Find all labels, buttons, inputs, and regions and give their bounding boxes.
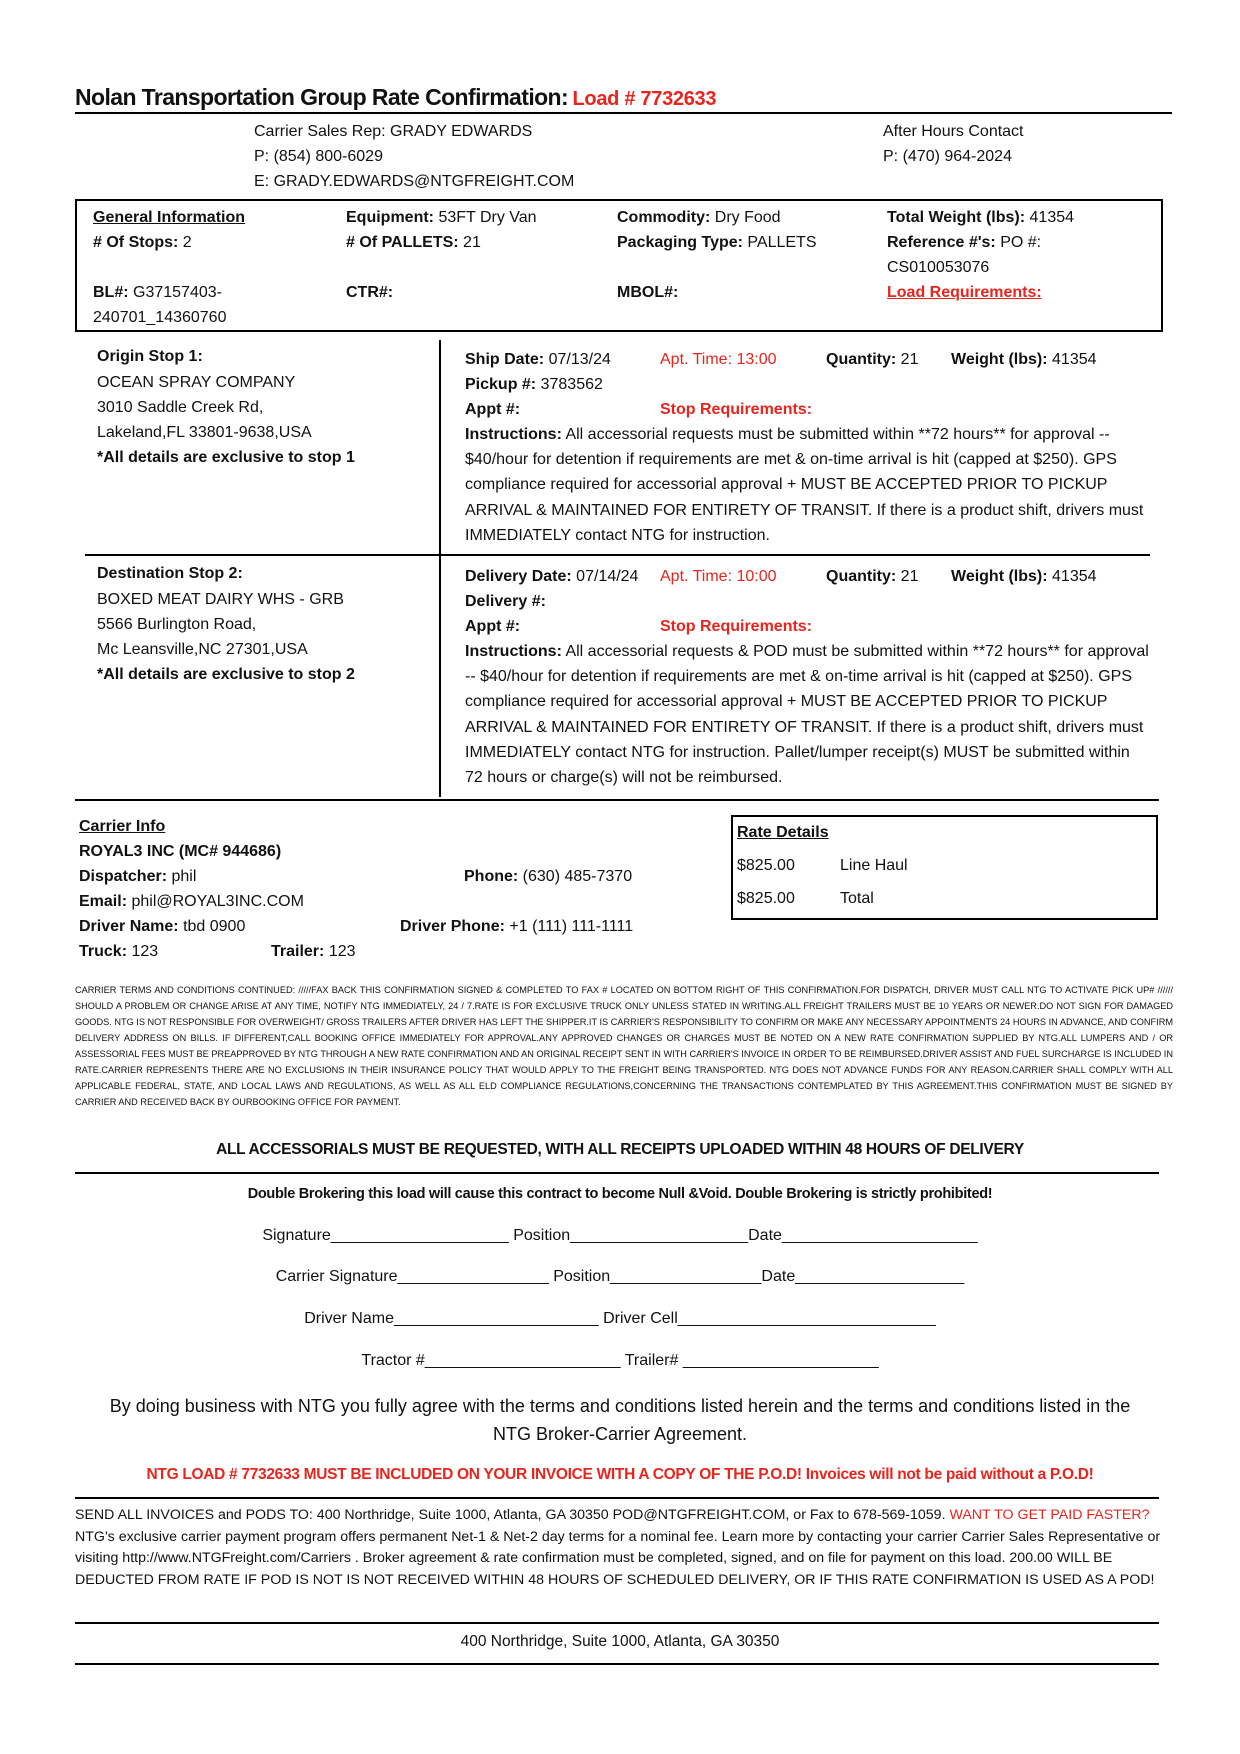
carrier-phone: [464, 864, 632, 889]
carrier-name: ROYAL3 INC (MC# 944686): [79, 843, 282, 860]
truck: [79, 939, 158, 964]
origin-stop-requirements: Stop Requirements:: [660, 401, 813, 418]
packaging: [617, 230, 817, 255]
reference: [887, 230, 1041, 255]
destination-address2: Mc Leansville,NC 27301,USA: [97, 641, 308, 658]
commodity-label: Commodity:: [617, 209, 711, 226]
driver-phone-label: Driver Phone:: [400, 918, 505, 935]
destination-instructions-text: All accessorial requests & POD must be submitted within **72 hours** for approval -- $40/hour for detention if requirements are met & on-time arrival is hit (capped at $250). GPS compliance required for accessorial approval + MUST BE ACCEPTED PRIOR TO PICKUP ARRIVAL & MAINTAINED FOR ENTIRETY OF TRANSIT. If there is a product shift, drivers must IMMEDIATELY contact NTG for instruction. Pallet/lumper receipt(s) MUST be submitted within 72 hours or charge(s) will not be reimbursed.: [465, 643, 1149, 787]
truck-value: 123: [131, 943, 159, 960]
equipment-label: Equipment:: [346, 209, 434, 226]
invoice-notice: NTG LOAD # 7732633 MUST BE INCLUDED ON YOUR INVOICE WITH A COPY OF THE P.O.D! Invoices will not be paid without a P.O.D!: [146, 1466, 1094, 1483]
load-requirements: Load Requirements:: [887, 284, 1042, 301]
origin-heading: Origin Stop 1:: [97, 348, 203, 365]
carrier-email-label: Email:: [79, 893, 128, 910]
destination-appt-label: Appt #:: [465, 618, 521, 635]
stops-label: # Of Stops:: [93, 234, 179, 251]
origin-quantity-value: 21: [900, 351, 919, 368]
mbol-label: MBOL#:: [617, 284, 679, 301]
carrier-signature-line[interactable]: Carrier Signature_________________ Position_________________Date___________________: [275, 1268, 965, 1285]
origin-instructions-text: All accessorial requests must be submitted within **72 hours** for approval -- $40/hour for detention if requirements are met & on-time arrival is hit (capped at $250). GPS compliance required for accessorial approval + MUST BE ACCEPTED PRIOR TO PICKUP ARRIVAL & MAINTAINED FOR ENTIRETY OF TRANSIT. If there is a product shift, drivers must IMMEDIATELY contact NTG for instruction.: [465, 426, 1144, 544]
footer-rule-top: [75, 1622, 1159, 1624]
trailer-value: 123: [328, 943, 356, 960]
terms-and-conditions: CARRIER TERMS AND CONDITIONS CONTINUED: /////FAX BACK THIS CONFIRMATION SIGNED & COMPLETED TO FAX # LOCATED ON BOTTOM RIGHT OF THIS CONFIRMATION.FOR DISPATCH, DRIVER MUST CALL NTG TO ACTIVATE PICK UP# ////// SHOULD A PROBLEM OR CHANGE ARISE AT ANY TIME, NOTIFY NTG IMMEDIATELY, 24 / 7.RATE IS FOR EXCLUSIVE TRUCK ONLY UNLESS STATED IN WRITING.ALL FREIGHT TRAILERS MUST BE 10 YEARS OR NEWER.DO NOT SIGN FOR DAMAGED GOODS. NTG IS NOT RESPONSIBLE FOR OVERWEIGHT/ GROSS TRAILERS AFTER DRIVER HAS LEFT THE SHIPPER.IT IS CARRIER'S RESPONSIBILITY TO CONFIRM OR MAKE ANY NECESSARY APPOINTMENTS 24 HOURS IN ADVANCE, AND CONFIRM DELIVERY ADDRESS ON BILLS. IF DIFFERENT,CALL BOOKING OFFICE IMMEDIATELY FOR APPROVAL.ANY APPROVED CHANGES OR CHARGES MUST BE NOTED ON A NEW RATE CONFIRMATION SUPPLIED BY NTG.ALL LUMPERS AND / OR ASSESSORIAL FEES MUST BE PREAPPROVED BY NTG THROUGH A NEW RATE CONFIRMATION AND AN ORIGINAL RECEIPT SENT IN WITH CARRIER'S INVOICE IN ORDER TO BE REIMBURSED.DRIVER ASSIST AND FUEL SURCHARGE IS INCLUDED IN RATE.CARRIER REPRESENTS THERE ARE NO EXCLUSIONS IN THEIR INSURANCE POLICY THAT WOULD APPLY TO THE FREIGHT BEING TRANSPORTED. NTG DOES NOT ADVANCE FUNDS FOR ANY REASON.CARRIER SHALL COMPLY WITH ALL APPLICABLE FEDERAL, STATE, AND LOCAL LAWS AND REGULATIONS, AS WELL AS ALL ELD COMPLIANCE REGULATIONS,CONCERNING THE TRANSACTIONS CONTEMPLATED BY THIS AGREEMENT.THIS CONFIRMATION MUST BE SIGNED BY CARRIER AND RECEIVED BACK BY OURBOOKING OFFICE FOR PAYMENT.: [75, 985, 1173, 1107]
commodity-value: Dry Food: [714, 209, 781, 226]
equipment-value: 53FT Dry Van: [438, 209, 537, 226]
destination-stop-requirements: Stop Requirements:: [660, 618, 813, 635]
destination-note: *All details are exclusive to stop 2: [97, 666, 355, 683]
stop-separator: [85, 554, 1150, 556]
origin-instructions: [465, 422, 1150, 548]
reference-label: Reference #'s:: [887, 234, 996, 251]
origin-apt-time: Apt. Time: 13:00: [660, 351, 777, 368]
ship-date-value: 07/13/24: [548, 351, 611, 368]
stops-divider: [439, 340, 441, 797]
pickup-value: 3783562: [540, 376, 603, 393]
delivery-date-value: 07/14/24: [576, 568, 639, 585]
paid-faster-link[interactable]: WANT TO GET PAID FASTER?: [949, 1507, 1150, 1523]
dispatcher: [79, 864, 196, 889]
pickup-label: Pickup #:: [465, 376, 537, 393]
ship-date: [465, 347, 611, 372]
payment-program-text: NTG's exclusive carrier payment program offers permanent Net-1 & Net-2 day terms for a nominal fee. Learn more by contacting your carrier Carrier Sales Representative or visiting http://www.NTGFreight.com/Carriers . Broker agreement & rate confirmation must be completed, signed, and on file for payment on this load. 200.00 WILL BE DEDUCTED FROM RATE IF POD IS NOT IS NOT RECEIVED WITHIN 48 HOURS OF SCHEDULED DELIVERY, OR IF THIS RATE CONFIRMATION IS USED AS A POD!: [75, 1528, 1161, 1588]
ctr-label: CTR#:: [346, 284, 394, 301]
origin-appt-label: Appt #:: [465, 401, 521, 418]
packaging-value: PALLETS: [747, 234, 817, 251]
bl-label: BL#:: [93, 284, 129, 301]
delivery-date: [465, 564, 638, 589]
general-info-heading: General Information: [93, 209, 246, 226]
load-number: Load # 7732633: [572, 88, 717, 110]
delivery-date-label: Delivery Date:: [465, 568, 572, 585]
after-hours-phone: P: (470) 964-2024: [883, 148, 1012, 165]
origin-address2: Lakeland,FL 33801-9638,USA: [97, 424, 312, 441]
tractor-trailer-line[interactable]: Tractor #______________________ Trailer# ______________________: [361, 1352, 879, 1369]
total-weight-label: Total Weight (lbs):: [887, 209, 1026, 226]
stops-value: 2: [182, 234, 192, 251]
destination-company: BOXED MEAT DAIRY WHS - GRB: [97, 591, 344, 608]
commodity: [617, 205, 781, 230]
title-text: Nolan Transportation Group Rate Confirmation:: [75, 84, 569, 110]
bl-value-line2: 240701_14360760: [93, 309, 227, 326]
rate-line-amount: $825.00: [737, 857, 795, 874]
carrier-email: [79, 889, 304, 914]
sales-rep: Carrier Sales Rep: GRADY EDWARDS: [254, 123, 533, 140]
after-hours-label: After Hours Contact: [883, 123, 1024, 140]
truck-label: Truck:: [79, 943, 128, 960]
total-weight: [887, 205, 1074, 230]
destination-address1: 5566 Burlington Road,: [97, 616, 257, 633]
carrier-heading: Carrier Info: [79, 818, 166, 835]
send-invoices-text: SEND ALL INVOICES and PODS TO: 400 Northridge, Suite 1000, Atlanta, GA 30350 POD@NTGFREIGHT.COM, or Fax to 678-569-1059.: [75, 1507, 946, 1523]
trailer-label: Trailer:: [271, 943, 325, 960]
destination-apt-time: Apt. Time: 10:00: [660, 568, 777, 585]
double-brokering-notice: Double Brokering this load will cause this contract to become Null &Void. Double Brokering is strictly prohibited!: [247, 1186, 993, 1202]
sales-email: E: GRADY.EDWARDS@NTGFREIGHT.COM: [254, 173, 575, 190]
origin-weight-value: 41354: [1052, 351, 1097, 368]
destination-heading: Destination Stop 2:: [97, 565, 243, 582]
invoice-instructions: [75, 1505, 1171, 1591]
destination-instructions: [465, 639, 1150, 790]
notice-rule: [75, 1172, 1159, 1174]
footer-address: 400 Northridge, Suite 1000, Atlanta, GA 30350: [460, 1633, 780, 1650]
origin-instructions-label: Instructions:: [465, 426, 562, 443]
origin-company: OCEAN SPRAY COMPANY: [97, 374, 296, 391]
origin-weight-label: Weight (lbs):: [951, 351, 1048, 368]
bl-value-line1: G37157403-: [133, 284, 222, 301]
pallets: [346, 230, 481, 255]
stops-bottom-rule: [75, 799, 1159, 801]
sales-phone: P: (854) 800-6029: [254, 148, 383, 165]
pickup-number: [465, 372, 603, 397]
ship-date-label: Ship Date:: [465, 351, 545, 368]
driver-name-value: tbd 0900: [183, 918, 246, 935]
origin-quantity: [826, 347, 918, 372]
carrier-phone-value: (630) 485-7370: [522, 868, 633, 885]
destination-quantity-label: Quantity:: [826, 568, 897, 585]
driver-line[interactable]: Driver Name_______________________ Driver Cell_____________________________: [304, 1310, 936, 1327]
title-rule: [75, 112, 1172, 114]
agreement-line1: By doing business with NTG you fully agree with the terms and conditions listed herein and the terms and conditions listed in the: [109, 1396, 1131, 1416]
packaging-label: Packaging Type:: [617, 234, 743, 251]
rate-total-desc: Total: [840, 890, 874, 907]
dispatcher-value: phil: [171, 868, 197, 885]
rate-details-heading: Rate Details: [737, 824, 829, 841]
carrier-email-value: phil@ROYAL3INC.COM: [131, 893, 304, 910]
accessorials-notice: ALL ACCESSORIALS MUST BE REQUESTED, WITH ALL RECEIPTS UPLOADED WITHIN 48 HOURS OF DELIVERY: [216, 1141, 1024, 1158]
pallets-value: 21: [463, 234, 481, 251]
rate-total-amount: $825.00: [737, 890, 795, 907]
origin-note: *All details are exclusive to stop 1: [97, 449, 355, 466]
total-weight-value: 41354: [1029, 209, 1075, 226]
destination-quantity: [826, 564, 918, 589]
reference-po: PO #:: [1000, 234, 1042, 251]
driver-name-label: Driver Name:: [79, 918, 179, 935]
agreement-line2: NTG Broker-Carrier Agreement.: [492, 1424, 748, 1444]
equipment: [346, 205, 537, 230]
driver-phone: [400, 914, 633, 939]
destination-instructions-label: Instructions:: [465, 643, 562, 660]
footer-rule-bottom: [75, 1663, 1159, 1665]
carrier-phone-label: Phone:: [464, 868, 519, 885]
invoice-rule: [75, 1497, 1159, 1499]
pallets-label: # Of PALLETS:: [346, 234, 459, 251]
destination-weight: [951, 564, 1097, 589]
driver-phone-value: +1 (111) 111-1111: [509, 918, 634, 935]
origin-weight: [951, 347, 1097, 372]
signature-line[interactable]: Signature____________________ Position____________________Date______________________: [262, 1227, 978, 1244]
origin-quantity-label: Quantity:: [826, 351, 897, 368]
driver-name: [79, 914, 245, 939]
dispatcher-label: Dispatcher:: [79, 868, 168, 885]
rate-line-desc: Line Haul: [840, 857, 908, 874]
delivery-number-label: Delivery #:: [465, 593, 546, 610]
origin-address1: 3010 Saddle Creek Rd,: [97, 399, 264, 416]
stops-count: [93, 230, 192, 255]
reference-value: CS010053076: [887, 259, 990, 276]
trailer: [271, 939, 356, 964]
page-title: [75, 84, 716, 111]
bl-number: [93, 280, 222, 305]
destination-weight-value: 41354: [1052, 568, 1097, 585]
destination-weight-label: Weight (lbs):: [951, 568, 1048, 585]
destination-quantity-value: 21: [900, 568, 919, 585]
